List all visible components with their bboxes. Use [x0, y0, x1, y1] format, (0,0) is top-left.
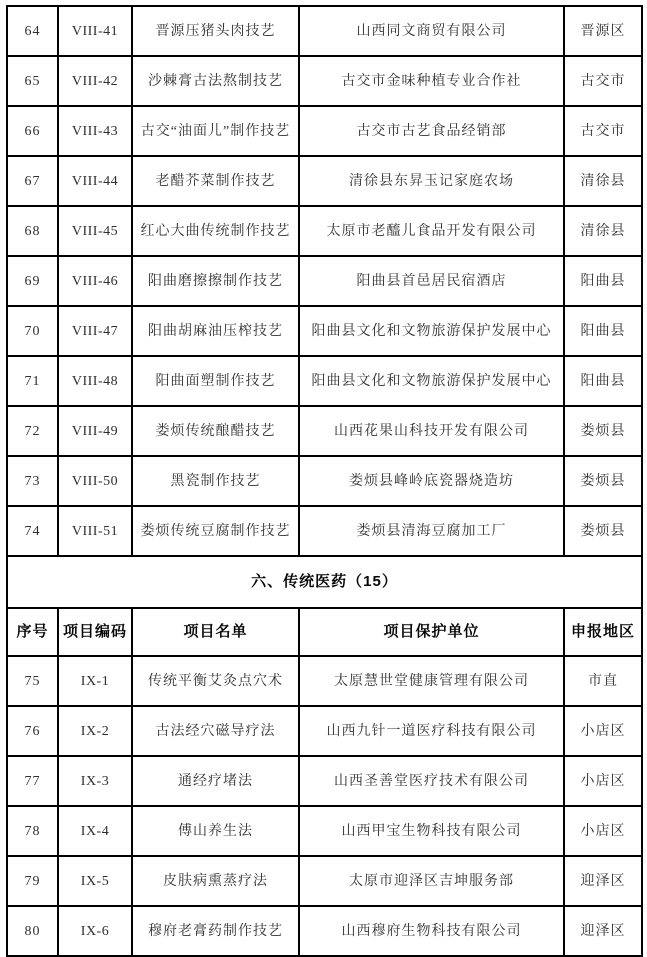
cell-project-code: VIII-50 [58, 456, 132, 506]
cell-project-name: 红心大曲传统制作技艺 [132, 206, 299, 256]
cell-serial-number: 71 [7, 356, 58, 406]
cell-project-code: IX-2 [58, 706, 132, 756]
cell-serial-number: 76 [7, 706, 58, 756]
cell-protection-unit: 古交市金味种植专业合作社 [299, 56, 564, 106]
cell-declaring-region: 迎泽区 [564, 856, 642, 906]
cell-serial-number: 72 [7, 406, 58, 456]
section-header-row [7, 556, 642, 608]
cell-protection-unit: 太原慧世堂健康管理有限公司 [299, 656, 564, 706]
cell-protection-unit: 山西同文商贸有限公司 [299, 6, 564, 56]
table-row [7, 156, 642, 206]
cell-project-code: VIII-44 [58, 156, 132, 206]
table-row [7, 656, 642, 706]
table-row [7, 56, 642, 106]
table-row [7, 856, 642, 906]
section-five-rows [7, 6, 642, 556]
cell-protection-unit: 古交市古艺食品经销部 [299, 106, 564, 156]
cell-protection-unit: 山西甲宝生物科技有限公司 [299, 806, 564, 856]
cell-project-code: VIII-43 [58, 106, 132, 156]
cell-serial-number: 80 [7, 906, 58, 956]
cell-project-code: VIII-51 [58, 506, 132, 556]
cell-protection-unit: 娄烦县清海豆腐加工厂 [299, 506, 564, 556]
cell-project-code: VIII-49 [58, 406, 132, 456]
cell-serial-number: 78 [7, 806, 58, 856]
cell-declaring-region: 清徐县 [564, 206, 642, 256]
cell-project-name: 娄烦传统豆腐制作技艺 [132, 506, 299, 556]
cell-project-code: VIII-46 [58, 256, 132, 306]
cell-serial-number: 68 [7, 206, 58, 256]
cell-project-code: VIII-48 [58, 356, 132, 406]
col-header-protection-unit: 项目保护单位 [299, 608, 564, 656]
cell-project-name: 晋源压猪头肉技艺 [132, 6, 299, 56]
cell-project-name: 通经疗堵法 [132, 756, 299, 806]
cell-project-name: 沙棘膏古法熬制技艺 [132, 56, 299, 106]
cell-serial-number: 73 [7, 456, 58, 506]
cell-declaring-region: 娄烦县 [564, 456, 642, 506]
cell-declaring-region: 晋源区 [564, 6, 642, 56]
table-row [7, 906, 642, 956]
cell-project-code: VIII-47 [58, 306, 132, 356]
cell-protection-unit: 太原市迎泽区吉坤服务部 [299, 856, 564, 906]
table-row [7, 256, 642, 306]
cell-project-name: 阳曲面塑制作技艺 [132, 356, 299, 406]
cell-declaring-region: 古交市 [564, 106, 642, 156]
table-row [7, 756, 642, 806]
cell-declaring-region: 古交市 [564, 56, 642, 106]
cell-protection-unit: 娄烦县峰岭底瓷器烧造坊 [299, 456, 564, 506]
cell-declaring-region: 市直 [564, 656, 642, 706]
cell-project-name: 娄烦传统酿醋技艺 [132, 406, 299, 456]
table-row [7, 506, 642, 556]
table-row [7, 306, 642, 356]
column-header-row [7, 608, 642, 656]
cell-project-code: IX-3 [58, 756, 132, 806]
cell-protection-unit: 山西圣善堂医疗技术有限公司 [299, 756, 564, 806]
cell-project-name: 阳曲磨擦擦制作技艺 [132, 256, 299, 306]
cell-protection-unit: 清徐县东昇玉记家庭农场 [299, 156, 564, 206]
cell-serial-number: 65 [7, 56, 58, 106]
cell-declaring-region: 小店区 [564, 756, 642, 806]
table-row [7, 106, 642, 156]
cell-serial-number: 75 [7, 656, 58, 706]
cell-declaring-region: 清徐县 [564, 156, 642, 206]
cell-declaring-region: 娄烦县 [564, 506, 642, 556]
cell-declaring-region: 小店区 [564, 806, 642, 856]
cell-declaring-region: 小店区 [564, 706, 642, 756]
cell-protection-unit: 太原市老醯儿食品开发有限公司 [299, 206, 564, 256]
cell-project-code: VIII-45 [58, 206, 132, 256]
cell-serial-number: 77 [7, 756, 58, 806]
cell-project-name: 老醋芥菜制作技艺 [132, 156, 299, 206]
table-row [7, 6, 642, 56]
cell-protection-unit: 阳曲县首邑居民宿酒店 [299, 256, 564, 306]
cell-protection-unit: 山西花果山科技开发有限公司 [299, 406, 564, 456]
cell-project-code: VIII-41 [58, 6, 132, 56]
cell-project-name: 穆府老膏药制作技艺 [132, 906, 299, 956]
cell-declaring-region: 娄烦县 [564, 406, 642, 456]
cell-protection-unit: 阳曲县文化和文物旅游保护发展中心 [299, 356, 564, 406]
table-row [7, 706, 642, 756]
cell-declaring-region: 阳曲县 [564, 306, 642, 356]
cell-serial-number: 70 [7, 306, 58, 356]
table-row [7, 456, 642, 506]
cell-project-name: 传统平衡艾灸点穴术 [132, 656, 299, 706]
table-row [7, 206, 642, 256]
cell-serial-number: 66 [7, 106, 58, 156]
heritage-project-table [6, 5, 643, 957]
cell-project-name: 古交“油面儿”制作技艺 [132, 106, 299, 156]
cell-serial-number: 64 [7, 6, 58, 56]
col-header-project-code: 项目编码 [58, 608, 132, 656]
section-six-rows [7, 656, 642, 956]
cell-project-name: 傅山养生法 [132, 806, 299, 856]
cell-serial-number: 74 [7, 506, 58, 556]
cell-declaring-region: 迎泽区 [564, 906, 642, 956]
table-row [7, 806, 642, 856]
cell-project-name: 阳曲胡麻油压榨技艺 [132, 306, 299, 356]
cell-project-code: IX-5 [58, 856, 132, 906]
section-title: 六、传统医药（15） [7, 556, 642, 608]
cell-protection-unit: 山西穆府生物科技有限公司 [299, 906, 564, 956]
cell-project-code: IX-6 [58, 906, 132, 956]
cell-serial-number: 67 [7, 156, 58, 206]
col-header-project-name: 项目名单 [132, 608, 299, 656]
cell-project-name: 皮肤病熏蒸疗法 [132, 856, 299, 906]
cell-project-code: IX-1 [58, 656, 132, 706]
cell-serial-number: 69 [7, 256, 58, 306]
cell-declaring-region: 阳曲县 [564, 356, 642, 406]
table-row [7, 406, 642, 456]
cell-declaring-region: 阳曲县 [564, 256, 642, 306]
cell-project-code: VIII-42 [58, 56, 132, 106]
col-header-serial: 序号 [7, 608, 58, 656]
section-six-heading-block [7, 556, 642, 656]
cell-project-code: IX-4 [58, 806, 132, 856]
table-row [7, 356, 642, 406]
cell-project-name: 古法经穴磁导疗法 [132, 706, 299, 756]
cell-project-name: 黑瓷制作技艺 [132, 456, 299, 506]
cell-protection-unit: 山西九针一道医疗科技有限公司 [299, 706, 564, 756]
cell-protection-unit: 阳曲县文化和文物旅游保护发展中心 [299, 306, 564, 356]
col-header-region: 申报地区 [564, 608, 642, 656]
cell-serial-number: 79 [7, 856, 58, 906]
